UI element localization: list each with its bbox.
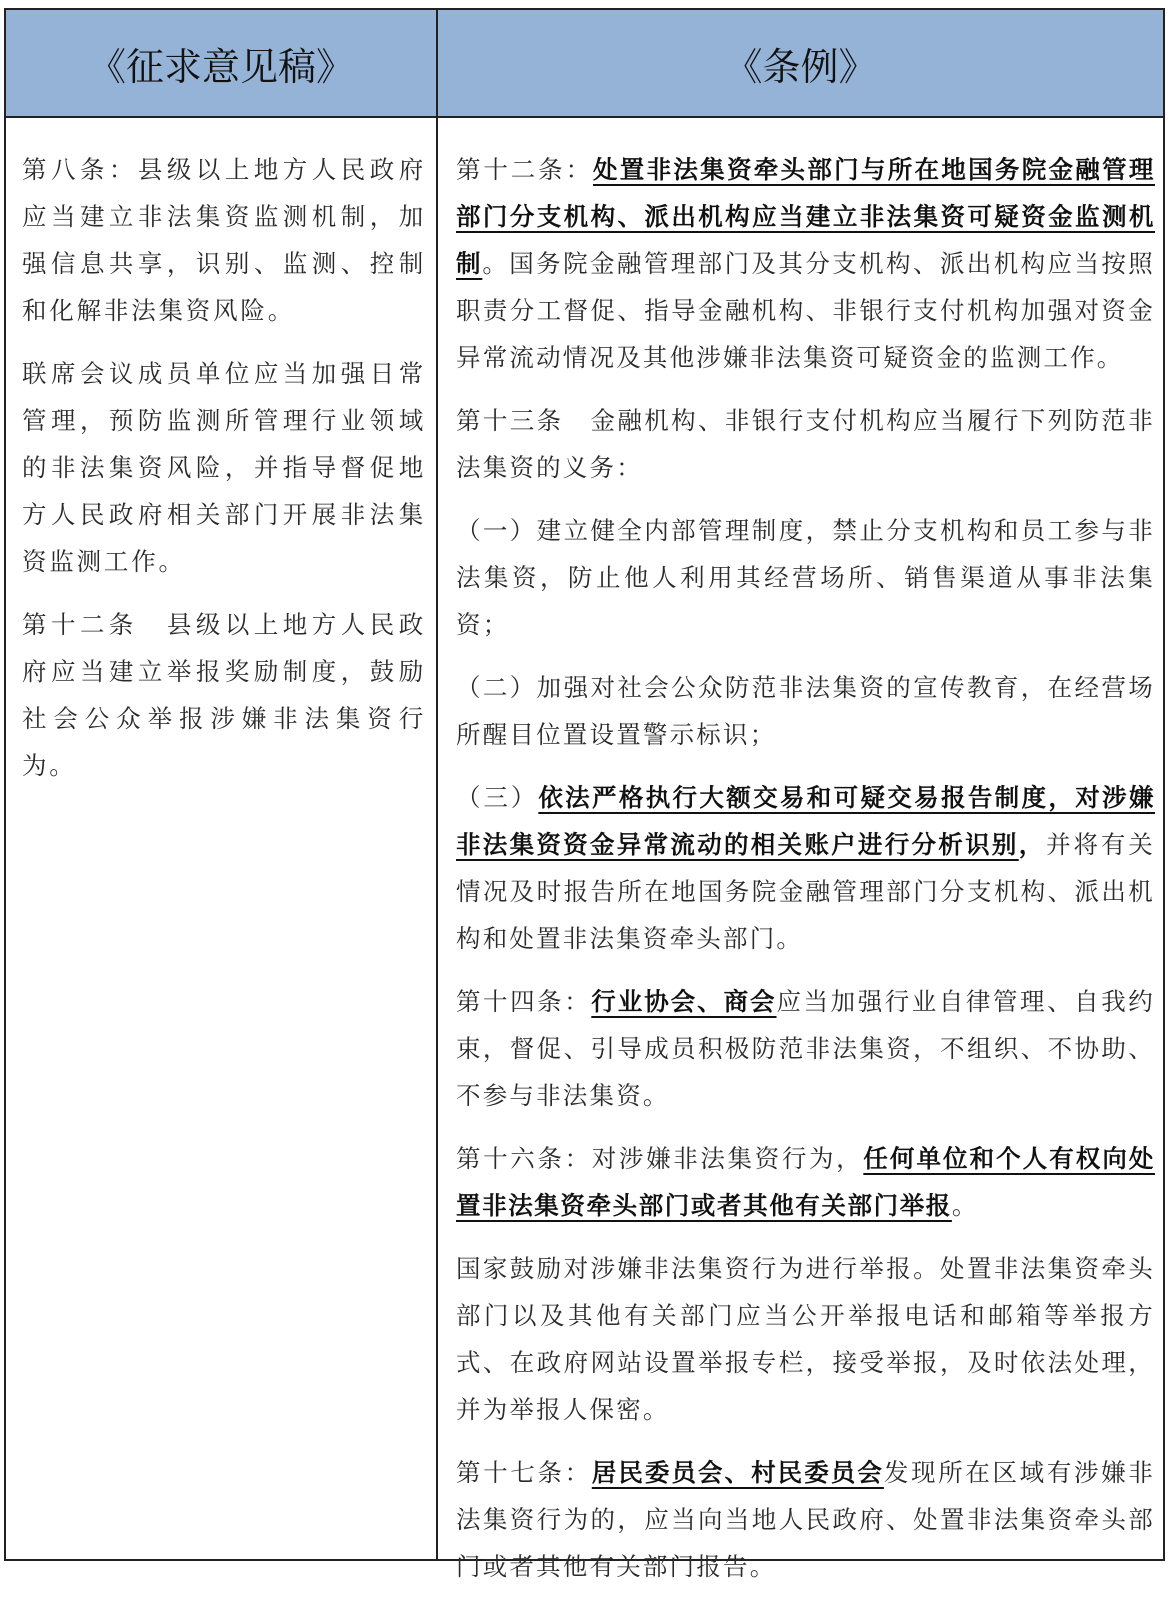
table-header-row — [6, 10, 1163, 118]
article-12-rest: 。国务院金融管理部门及其分支机构、派出机构应当按照职责分工督促、指导金融机构、非银行支付机构加强对资金异常流动情况及其他涉嫌非法集资可疑资金的监测工作。 — [456, 249, 1156, 372]
article-17-rest: 发现所在区域有涉嫌非法集资行为的，应当向当地人民政府、处置非法集资牵头部门或者其他有关部门报告。 — [456, 1458, 1156, 1581]
draft-article-12: 第十二条 县级以上地方人民政府应当建立举报奖励制度，鼓励社会公众举报涉嫌非法集资行为。 — [22, 610, 426, 780]
article-13-item-3 — [456, 774, 1155, 962]
article-14-prefix: 第十四条： — [456, 987, 592, 1016]
item-3-comma: ， — [1018, 830, 1047, 859]
item-3-rest: 并将有关情况及时报告所在地国务院金融管理部门分支机构、派出机构和处置非法集资牵头部门。 — [456, 830, 1155, 953]
article-17-prefix: 第十七条： — [456, 1458, 592, 1487]
item-3-emphasis: 依法严格执行大额交易和可疑交易报告制度，对涉嫌非法集资资金异常流动的相关账户进行分析识别 — [456, 783, 1155, 859]
article-17-emphasis: 居民委员会、村民委员会 — [591, 1458, 884, 1487]
header-draft-title: 《征求意见稿》 — [87, 44, 354, 89]
regulation-article-16 — [456, 1135, 1155, 1229]
comparison-table — [4, 8, 1165, 1581]
article-13-item-1: （一）建立健全内部管理制度，禁止分支机构和员工参与非法集资，防止他人利用其经营场所、销售渠道从事非法集资； — [456, 516, 1155, 639]
draft-article-8: 第八条：县级以上地方人民政府应当建立非法集资监测机制，加强信息共享，识别、监测、控制和化解非法集资风险。 — [22, 155, 426, 325]
item-3-prefix: （三） — [456, 783, 539, 812]
article-14-emphasis: 行业协会、商会 — [591, 987, 777, 1016]
draft-column — [6, 118, 436, 805]
article-12-emphasis: 处置非法集资牵头部门与所在地国务院金融管理部门分支机构、派出机构应当建立非法集资可疑资金监测机制 — [456, 155, 1155, 278]
regulation-article-12 — [456, 146, 1155, 381]
regulation-column — [438, 118, 1163, 1606]
article-14-rest: 应当加强行业自律管理、自我约束，督促、引导成员积极防范非法集资，不组织、不协助、不参与非法集资。 — [456, 987, 1155, 1110]
header-regulation-title: 《条例》 — [724, 44, 877, 89]
article-12-prefix: 第十二条： — [456, 155, 593, 184]
draft-article-8-para-2: 联席会议成员单位应当加强日常管理，预防监测所管理行业领域的非法集资风险，并指导督促地方人民政府相关部门开展非法集资监测工作。 — [22, 359, 426, 576]
article-16-emphasis: 任何单位和个人有权向处置非法集资牵头部门或者其他有关部门举报 — [456, 1144, 1155, 1220]
regulation-article-16-para-2: 国家鼓励对涉嫌非法集资行为进行举报。处置非法集资牵头部门以及其他有关部门应当公开举报电话和邮箱等举报方式、在政府网站设置举报专栏，接受举报，及时依法处理，并为举报人保密。 — [456, 1254, 1155, 1424]
regulation-article-14 — [456, 978, 1155, 1119]
article-13-item-2: （二）加强对社会公众防范非法集资的宣传教育，在经营场所醒目位置设置警示标识； — [456, 673, 1155, 749]
regulation-article-13: 第十三条 金融机构、非银行支付机构应当履行下列防范非法集资的义务： — [456, 406, 1155, 482]
article-16-prefix: 第十六条：对涉嫌非法集资行为， — [456, 1144, 864, 1173]
article-16-rest: 。 — [951, 1191, 979, 1220]
